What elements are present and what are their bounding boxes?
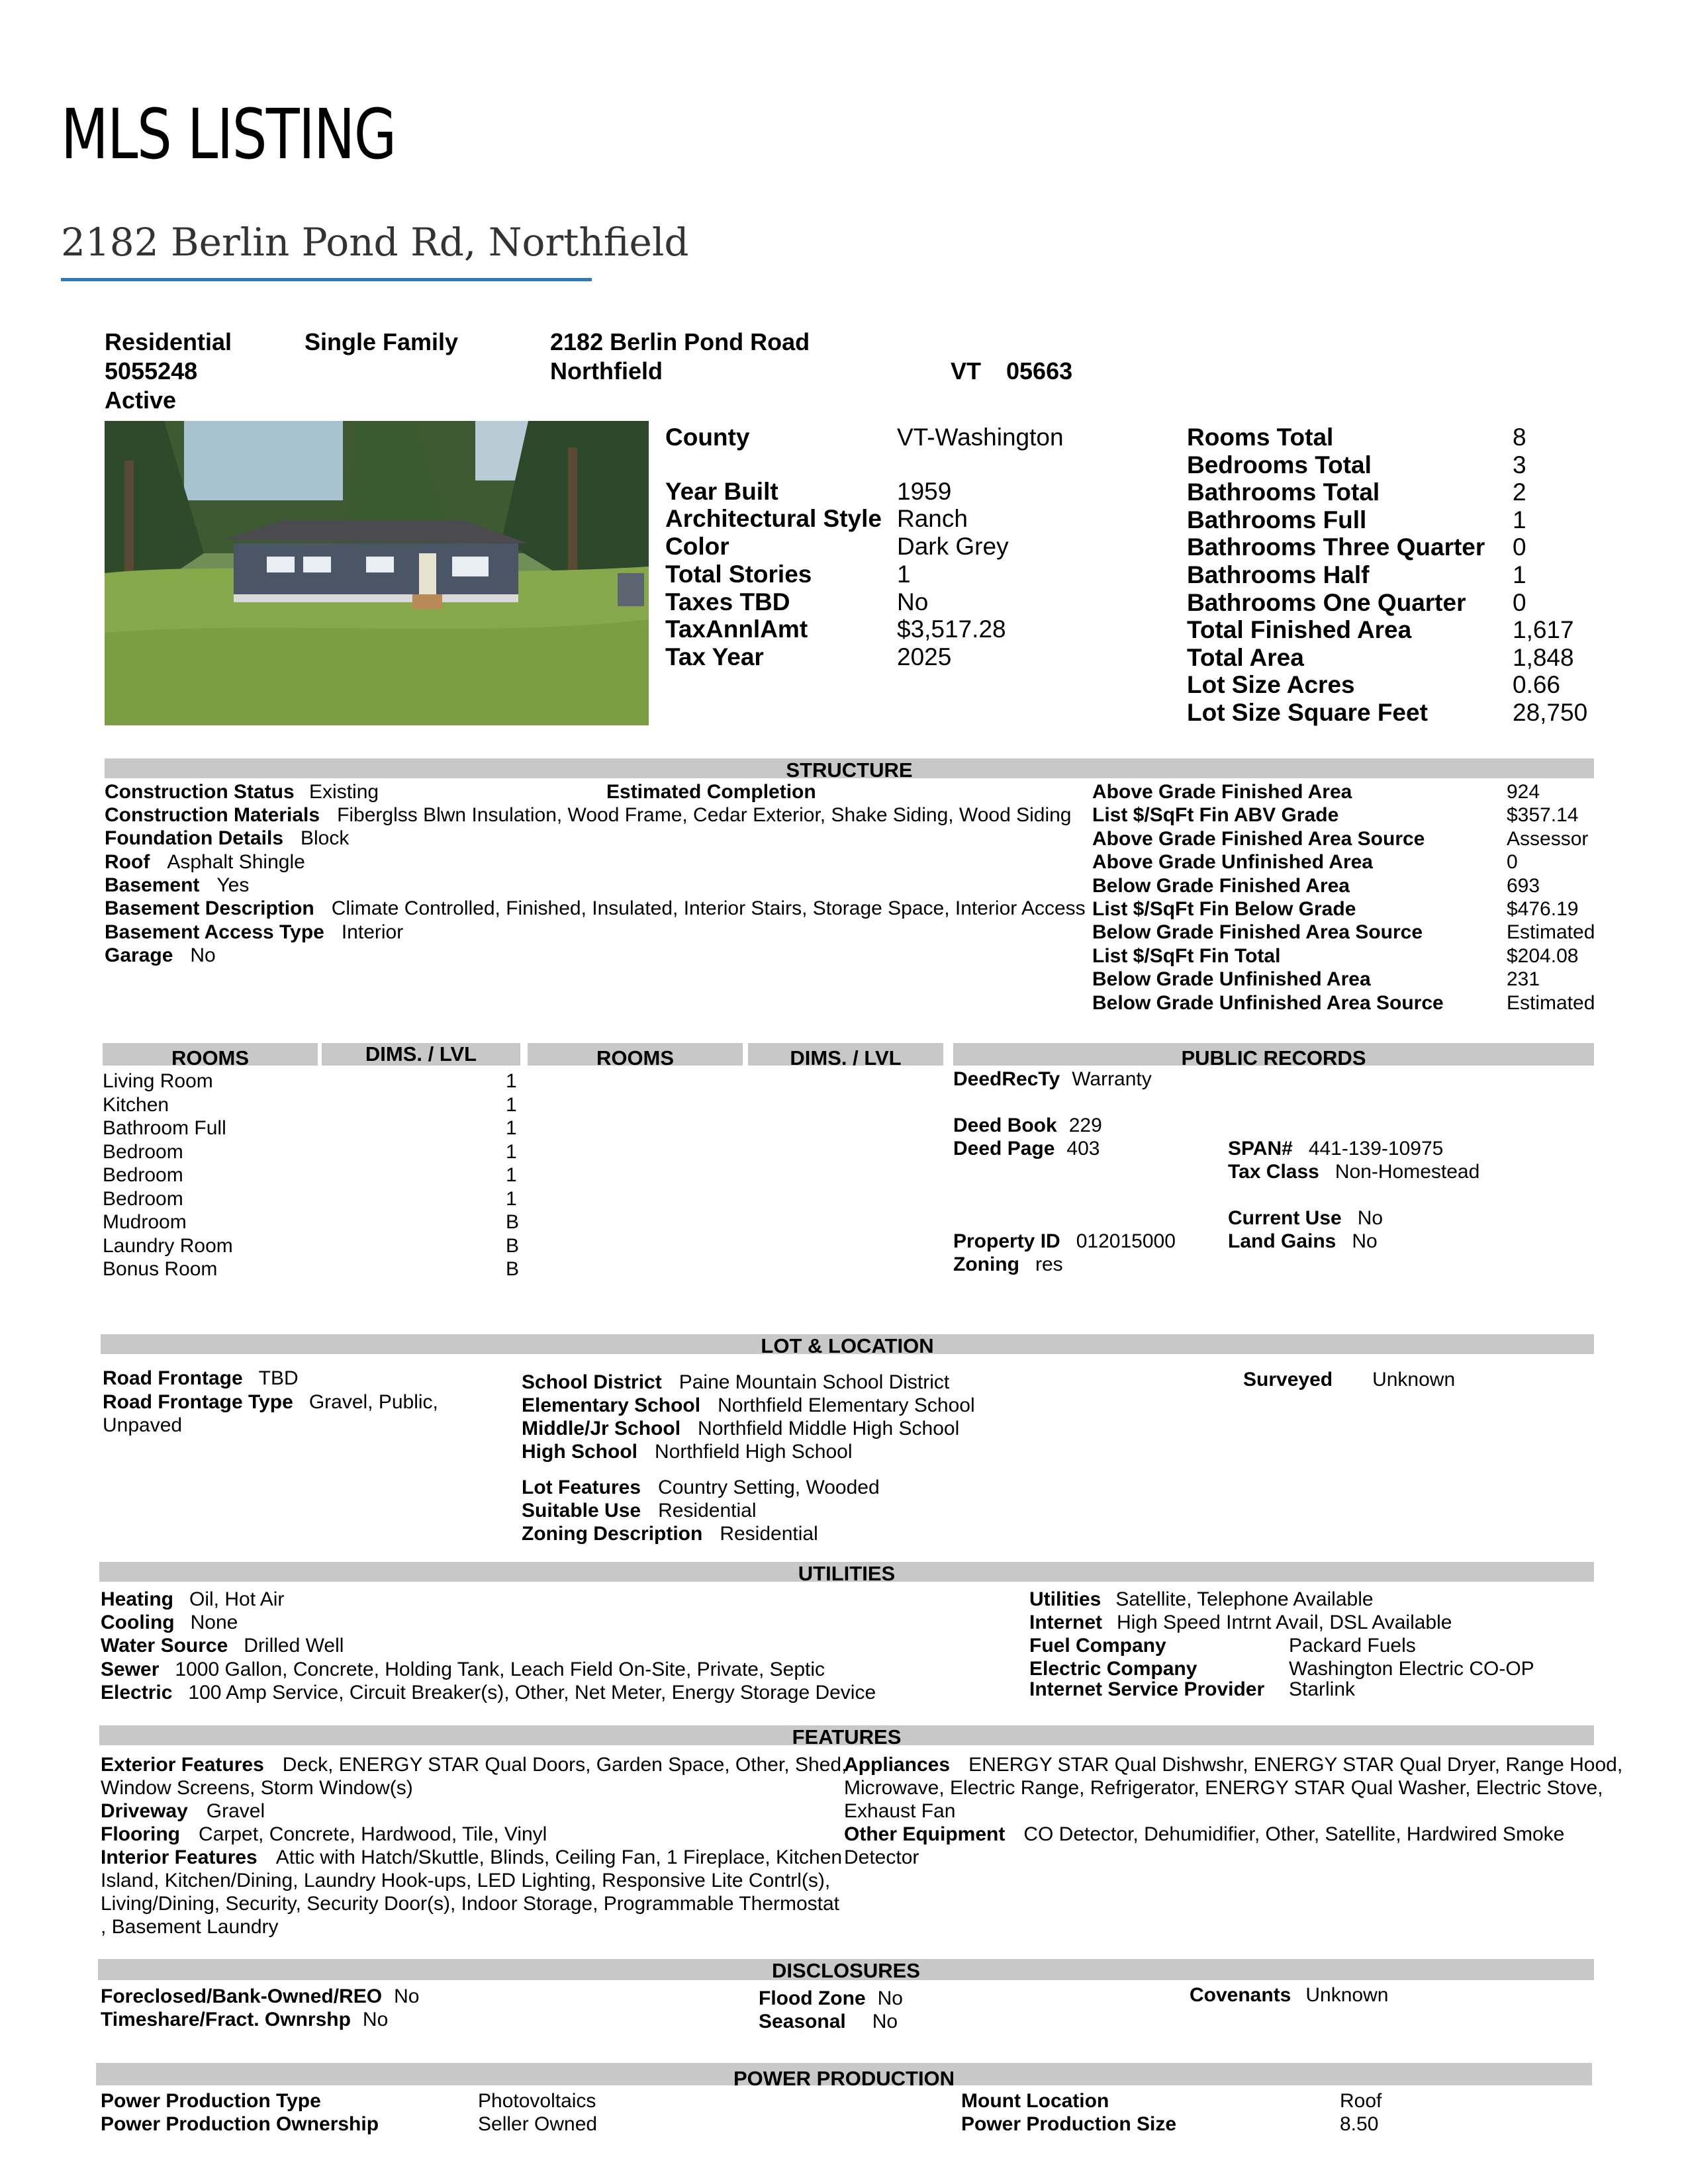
- construction-status-label: Construction Status: [105, 781, 295, 803]
- summary-left-value: Dark Grey: [897, 533, 1009, 560]
- summary-left-label: Year Built: [665, 478, 778, 505]
- internet-service-provider: [1029, 1678, 1264, 1701]
- internet: [1029, 1612, 1452, 1634]
- summary-right-label: Bathrooms Full: [1187, 506, 1367, 533]
- exterior-features: [101, 1754, 847, 1776]
- other-equipment-line2: Detector: [844, 1846, 919, 1868]
- lot-row-value: Country Setting, Wooded: [658, 1477, 880, 1498]
- seasonal-value: No: [872, 2011, 898, 2032]
- summary-right-label: Bathrooms Three Quarter: [1187, 533, 1485, 561]
- summary-left-label: Taxes TBD: [665, 588, 790, 615]
- zoning-value: res: [1035, 1253, 1063, 1275]
- listing-type: Residential: [105, 328, 232, 355]
- public-records-header: PUBLIC RECORDS: [953, 1043, 1594, 1066]
- structure-right-value: 0: [1507, 851, 1518, 874]
- exterior-features-line2: Window Screens, Storm Window(s): [101, 1777, 413, 1799]
- lot-row: [522, 1371, 949, 1394]
- deed-rec-ty-value: Warranty: [1072, 1068, 1152, 1090]
- summary-right-value: 1,617: [1513, 616, 1574, 644]
- structure-right-value: 924: [1507, 781, 1540, 803]
- property-id-value: 012015000: [1076, 1230, 1176, 1252]
- interior-features-line1: Attic with Hatch/Skuttle, Blinds, Ceiling Fan, 1 Fireplace, Kitchen: [275, 1846, 843, 1868]
- structure-row-label: Basement: [105, 874, 200, 896]
- summary-right-label: Lot Size Acres: [1187, 671, 1355, 699]
- deed-book: [953, 1115, 1102, 1137]
- summary-left-value: No: [897, 588, 929, 615]
- structure-row: [105, 851, 305, 874]
- power-size-label: Power Production Size: [961, 2113, 1177, 2135]
- driveway-label: Driveway: [101, 1800, 188, 1822]
- structure-right-label: Below Grade Finished Area: [1092, 874, 1350, 897]
- listing-subtype: Single Family: [305, 328, 459, 355]
- summary-left-value: $3,517.28: [897, 615, 1006, 643]
- current-use-label: Current Use: [1228, 1207, 1342, 1229]
- land-gains: [1228, 1230, 1378, 1253]
- utility-row-label: Heating: [101, 1588, 174, 1610]
- deed-book-value: 229: [1068, 1115, 1102, 1136]
- foreclosed-label: Foreclosed/Bank-Owned/REO: [101, 1985, 383, 2007]
- summary-left-label: County: [665, 424, 750, 451]
- summary-left-value: VT-Washington: [897, 424, 1064, 451]
- span-value: 441-139-10975: [1308, 1138, 1444, 1160]
- electric-company-label: Electric Company: [1029, 1658, 1197, 1680]
- lot-row-value: Northfield Elementary School: [718, 1394, 975, 1416]
- room-level: 1: [506, 1093, 517, 1116]
- electric-company-value: Washington Electric CO-OP: [1289, 1658, 1534, 1680]
- structure-row-value: No: [190, 944, 216, 966]
- property-id: [953, 1230, 1176, 1253]
- listing-zip: 05663: [1006, 357, 1073, 385]
- current-use: [1228, 1207, 1383, 1230]
- structure-row-value: Yes: [216, 874, 250, 896]
- property-id-label: Property ID: [953, 1230, 1060, 1252]
- structure-right-label: Below Grade Finished Area Source: [1092, 921, 1423, 944]
- room-level: 1: [506, 1070, 517, 1092]
- room-name: Living Room: [103, 1070, 213, 1092]
- room-name: Bathroom Full: [103, 1117, 226, 1139]
- utility-row: [101, 1659, 825, 1681]
- lot-row: [522, 1418, 959, 1440]
- road-frontage-type-value: Gravel, Public,: [308, 1391, 438, 1413]
- covenants-label: Covenants: [1190, 1984, 1291, 2006]
- flood-zone: [759, 1987, 903, 2010]
- summary-right-value: 1: [1513, 561, 1526, 588]
- structure-row: [105, 804, 1072, 827]
- listing-street: 2182 Berlin Pond Road: [550, 328, 810, 355]
- property-photo: [105, 421, 649, 725]
- utility-row-label: Sewer: [101, 1658, 160, 1680]
- lot-row-label: High School: [522, 1441, 637, 1463]
- summary-left-label: Architectural Style: [665, 505, 882, 532]
- structure-right-value: 693: [1507, 874, 1540, 897]
- appliances-line3: Exhaust Fan: [844, 1800, 956, 1822]
- mount-location-label: Mount Location: [961, 2090, 1109, 2112]
- current-use-value: No: [1357, 1207, 1383, 1229]
- lot-row: [522, 1500, 756, 1522]
- appliances-line2: Microwave, Electric Range, Refrigerator, ENERGY STAR Qual Washer, Electric Stove,: [844, 1777, 1603, 1799]
- summary-right-label: Bathrooms One Quarter: [1187, 588, 1466, 616]
- utilities-value: Satellite, Telephone Available: [1115, 1588, 1374, 1610]
- appliances-label: Appliances: [844, 1754, 951, 1776]
- structure-right-value: Estimated: [1507, 921, 1595, 944]
- utility-row-value: Drilled Well: [244, 1635, 344, 1657]
- lot-row: [522, 1394, 975, 1417]
- listing-state: VT: [951, 357, 982, 385]
- room-level: B: [506, 1258, 520, 1280]
- tax-class-value: Non-Homestead: [1335, 1161, 1480, 1183]
- summary-right-label: Total Area: [1187, 643, 1304, 671]
- lot-row-label: School District: [522, 1371, 662, 1393]
- power-size-value: 8.50: [1340, 2113, 1379, 2135]
- flooring-value: Carpet, Concrete, Hardwood, Tile, Vinyl: [198, 1823, 547, 1845]
- deed-rec-ty-label: DeedRecTy: [953, 1068, 1060, 1090]
- surveyed: [1243, 1369, 1455, 1391]
- covenants: [1190, 1984, 1388, 2007]
- structure-row-label: Basement Description: [105, 897, 314, 920]
- structure-row: [105, 874, 249, 897]
- construction-status-value: Existing: [309, 781, 379, 803]
- flood-zone-label: Flood Zone: [759, 1987, 866, 2009]
- interior-features-label: Interior Features: [101, 1846, 258, 1868]
- room-name: Bedroom: [103, 1187, 183, 1210]
- structure-row-value: Block: [301, 827, 350, 850]
- lot-row-label: Lot Features: [522, 1477, 641, 1498]
- road-frontage-type-label: Road Frontage Type: [103, 1391, 293, 1413]
- summary-right-label: Total Finished Area: [1187, 616, 1412, 644]
- utility-row-label: Cooling: [101, 1612, 175, 1634]
- lot-location-heading: LOT & LOCATION: [761, 1334, 934, 1357]
- room-name: Kitchen: [103, 1093, 169, 1116]
- summary-left-value: Ranch: [897, 505, 968, 532]
- room-level: 1: [506, 1164, 517, 1186]
- room-level: 1: [506, 1187, 517, 1210]
- power-ownership-label: Power Production Ownership: [101, 2113, 379, 2135]
- estimated-completion: [606, 781, 816, 803]
- land-gains-label: Land Gains: [1228, 1230, 1336, 1252]
- summary-left-label: Tax Year: [665, 643, 764, 670]
- road-frontage-type-cont: Unpaved: [103, 1414, 183, 1436]
- power-type-value: Photovoltaics: [478, 2090, 596, 2112]
- lot-row-value: Residential: [658, 1500, 757, 1522]
- lot-row: [522, 1477, 880, 1499]
- structure-right-value: Assessor: [1507, 827, 1589, 850]
- deed-page-value: 403: [1066, 1138, 1100, 1160]
- summary-right-value: 0: [1513, 533, 1526, 561]
- road-frontage: [103, 1367, 299, 1390]
- room-name: Bonus Room: [103, 1258, 218, 1280]
- room-name: Mudroom: [103, 1211, 187, 1233]
- rooms-header-2: ROOMS: [528, 1043, 743, 1066]
- foreclosed-value: No: [394, 1985, 420, 2007]
- span-number: [1228, 1138, 1443, 1160]
- road-frontage-type: [103, 1391, 438, 1414]
- road-frontage-value: TBD: [258, 1367, 299, 1389]
- structure-row: [105, 897, 1086, 920]
- interior-features: [101, 1846, 842, 1869]
- lot-row: [522, 1441, 853, 1463]
- summary-right-label: Bedrooms Total: [1187, 451, 1372, 478]
- timeshare: [101, 2009, 388, 2031]
- room-level: 1: [506, 1140, 517, 1163]
- structure-right-value: $204.08: [1507, 944, 1579, 967]
- structure-right-label: List $/SqFt Fin Total: [1092, 944, 1281, 967]
- structure-right-value: 231: [1507, 968, 1540, 991]
- utility-row-value: 1000 Gallon, Concrete, Holding Tank, Leach Field On-Site, Private, Septic: [175, 1658, 825, 1680]
- driveway-value: Gravel: [206, 1800, 265, 1822]
- surveyed-label: Surveyed: [1243, 1369, 1333, 1390]
- utilities-bar: [99, 1562, 1594, 1585]
- lot-row-value: Paine Mountain School District: [679, 1371, 950, 1393]
- other-equipment-label: Other Equipment: [844, 1823, 1006, 1845]
- summary-right-value: 2: [1513, 478, 1526, 506]
- features-bar: [99, 1725, 1594, 1749]
- room-name: Bedroom: [103, 1164, 183, 1186]
- land-gains-value: No: [1352, 1230, 1378, 1252]
- summary-left-label: TaxAnnlAmt: [665, 615, 808, 643]
- summary-right-value: 1,848: [1513, 643, 1574, 671]
- deed-rec-ty: [953, 1068, 1152, 1091]
- deed-page-label: Deed Page: [953, 1138, 1055, 1160]
- structure-bar: [105, 758, 1594, 782]
- appliances-line1: ENERGY STAR Qual Dishwshr, ENERGY STAR Qual Dryer, Range Hood,: [968, 1754, 1623, 1776]
- flood-zone-value: No: [877, 1987, 903, 2009]
- tax-class: [1228, 1161, 1479, 1183]
- other-equipment-line1: CO Detector, Dehumidifier, Other, Satellite, Hardwired Smoke: [1023, 1823, 1565, 1845]
- structure-right-label: Below Grade Unfinished Area Source: [1092, 991, 1444, 1014]
- lot-row-value: Northfield Middle High School: [698, 1418, 960, 1439]
- flooring: [101, 1823, 547, 1846]
- summary-right-value: 28,750: [1513, 699, 1588, 726]
- structure-right-label: List $/SqFt Fin Below Grade: [1092, 898, 1356, 920]
- structure-row-label: Garage: [105, 944, 173, 966]
- power-production-heading: POWER PRODUCTION: [733, 2067, 955, 2090]
- fuel-company: [1029, 1635, 1166, 1657]
- utility-row-label: Water Source: [101, 1635, 228, 1657]
- page-title: MLS LISTING: [61, 94, 396, 175]
- summary-right-label: Bathrooms Half: [1187, 561, 1370, 588]
- utilities-available: [1029, 1588, 1374, 1611]
- summary-left-value: 1: [897, 561, 911, 588]
- structure-row: [105, 944, 216, 967]
- surveyed-value: Unknown: [1372, 1369, 1456, 1390]
- structure-right-value: $476.19: [1507, 898, 1579, 920]
- internet-value: High Speed Intrnt Avail, DSL Available: [1117, 1612, 1452, 1633]
- structure-right-label: Above Grade Finished Area: [1092, 781, 1352, 803]
- mount-location-value: Roof: [1340, 2090, 1382, 2112]
- utility-row: [101, 1612, 238, 1634]
- exterior-features-line1: Deck, ENERGY STAR Qual Doors, Garden Space, Other, Shed,: [282, 1754, 847, 1776]
- power-ownership-value: Seller Owned: [478, 2113, 598, 2135]
- summary-right-label: Lot Size Square Feet: [1187, 699, 1428, 726]
- structure-heading: STRUCTURE: [786, 758, 913, 782]
- dims-header-1: DIMS. / LVL: [322, 1043, 520, 1066]
- fuel-company-label: Fuel Company: [1029, 1635, 1166, 1657]
- span-label: SPAN#: [1228, 1138, 1293, 1160]
- structure-right-value: $357.14: [1507, 804, 1579, 827]
- driveway: [101, 1800, 265, 1823]
- covenants-value: Unknown: [1305, 1984, 1389, 2006]
- utility-row: [101, 1635, 344, 1657]
- utility-row-value: None: [190, 1612, 238, 1634]
- structure-row-label: Foundation Details: [105, 827, 283, 850]
- electric-company: [1029, 1658, 1197, 1680]
- utilities-label: Utilities: [1029, 1588, 1102, 1610]
- structure-row-value: Climate Controlled, Finished, Insulated, Interior Stairs, Storage Space, Interior Access: [331, 897, 1086, 920]
- structure-right-value: Estimated: [1507, 991, 1595, 1014]
- deed-book-label: Deed Book: [953, 1115, 1057, 1136]
- utility-row: [101, 1682, 876, 1704]
- structure-right-label: List $/SqFt Fin ABV Grade: [1092, 804, 1339, 827]
- subtitle-underline: [61, 278, 592, 281]
- lot-row-label: Suitable Use: [522, 1500, 641, 1522]
- structure-row: [105, 921, 403, 944]
- lot-row-label: Zoning Description: [522, 1523, 703, 1545]
- structure-row: [105, 827, 349, 850]
- listing-city: Northfield: [550, 357, 663, 385]
- fuel-company-value: Packard Fuels: [1289, 1635, 1416, 1657]
- room-level: B: [506, 1211, 520, 1233]
- power-type-label: Power Production Type: [101, 2090, 321, 2112]
- structure-row-label: Basement Access Type: [105, 921, 324, 943]
- power-production-bar: [96, 2063, 1592, 2090]
- summary-left-label: Color: [665, 533, 729, 560]
- isp-label: Internet Service Provider: [1029, 1678, 1265, 1700]
- structure-right-label: Below Grade Unfinished Area: [1092, 968, 1371, 991]
- room-name: Laundry Room: [103, 1234, 233, 1257]
- foreclosed: [101, 1985, 419, 2008]
- internet-label: Internet: [1029, 1612, 1103, 1633]
- room-level: B: [506, 1234, 520, 1257]
- seasonal: [759, 2011, 898, 2033]
- deed-page: [953, 1138, 1100, 1160]
- flooring-label: Flooring: [101, 1823, 180, 1845]
- page-subtitle: 2182 Berlin Pond Rd, Northfield: [61, 220, 689, 265]
- room-level: 1: [506, 1117, 517, 1139]
- listing-status: Active: [105, 387, 177, 414]
- interior-features-line2: Island, Kitchen/Dining, Laundry Hook-ups, LED Lighting, Responsive Lite Contrl(s),: [101, 1870, 831, 1891]
- other-equipment: [844, 1823, 1564, 1846]
- interior-features-line4: , Basement Laundry: [101, 1916, 279, 1938]
- rooms-header-1: ROOMS: [103, 1043, 318, 1066]
- lot-location-bar: [101, 1334, 1594, 1357]
- isp-value: Starlink: [1289, 1678, 1356, 1700]
- summary-left-value: 1959: [897, 478, 952, 505]
- tax-class-label: Tax Class: [1228, 1161, 1319, 1183]
- seasonal-label: Seasonal: [759, 2011, 846, 2032]
- lot-row-value: Residential: [720, 1523, 818, 1545]
- zoning: [953, 1253, 1063, 1276]
- room-name: Bedroom: [103, 1140, 183, 1163]
- summary-right-label: Rooms Total: [1187, 424, 1334, 451]
- road-frontage-label: Road Frontage: [103, 1367, 243, 1389]
- utility-row: [101, 1588, 284, 1611]
- summary-right-value: 3: [1513, 451, 1526, 478]
- lot-row-label: Middle/Jr School: [522, 1418, 681, 1439]
- construction-status: [105, 781, 379, 803]
- summary-right-value: 0.66: [1513, 671, 1561, 699]
- lot-row-value: Northfield High School: [655, 1441, 853, 1463]
- summary-left-label: Total Stories: [665, 561, 812, 588]
- summary-right-value: 1: [1513, 506, 1526, 533]
- structure-row-value: Asphalt Shingle: [167, 850, 305, 873]
- summary-left-value: 2025: [897, 643, 952, 670]
- lot-row: [522, 1523, 818, 1545]
- utilities-heading: UTILITIES: [798, 1562, 896, 1585]
- structure-right-label: Above Grade Unfinished Area: [1092, 851, 1373, 874]
- interior-features-line3: Living/Dining, Security, Security Door(s), Indoor Storage, Programmable Thermostat: [101, 1893, 840, 1915]
- structure-right-label: Above Grade Finished Area Source: [1092, 827, 1425, 850]
- dims-header-2: DIMS. / LVL: [748, 1043, 943, 1066]
- features-heading: FEATURES: [792, 1725, 902, 1749]
- utility-row-value: 100 Amp Service, Circuit Breaker(s), Other, Net Meter, Energy Storage Device: [188, 1681, 876, 1704]
- summary-right-label: Bathrooms Total: [1187, 478, 1380, 506]
- summary-right-value: 0: [1513, 588, 1526, 616]
- appliances: [844, 1754, 1622, 1776]
- structure-row-label: Roof: [105, 850, 150, 873]
- estimated-completion-label: Estimated Completion: [606, 781, 816, 803]
- structure-row-value: Interior: [341, 921, 404, 943]
- utility-row-label: Electric: [101, 1681, 173, 1704]
- timeshare-value: No: [362, 2009, 389, 2030]
- timeshare-label: Timeshare/Fract. Ownrshp: [101, 2009, 351, 2030]
- summary-right-value: 8: [1513, 424, 1526, 451]
- disclosures-bar: [98, 1959, 1594, 1980]
- disclosures-heading: DISCLOSURES: [772, 1959, 920, 1982]
- mls-number: 5055248: [105, 357, 198, 385]
- zoning-label: Zoning: [953, 1253, 1019, 1275]
- utility-row-value: Oil, Hot Air: [189, 1588, 285, 1610]
- structure-row-value: Fiberglss Blwn Insulation, Wood Frame, Cedar Exterior, Shake Siding, Wood Siding: [337, 804, 1072, 826]
- structure-row-label: Construction Materials: [105, 804, 320, 826]
- exterior-features-label: Exterior Features: [101, 1754, 264, 1776]
- lot-row-label: Elementary School: [522, 1394, 701, 1416]
